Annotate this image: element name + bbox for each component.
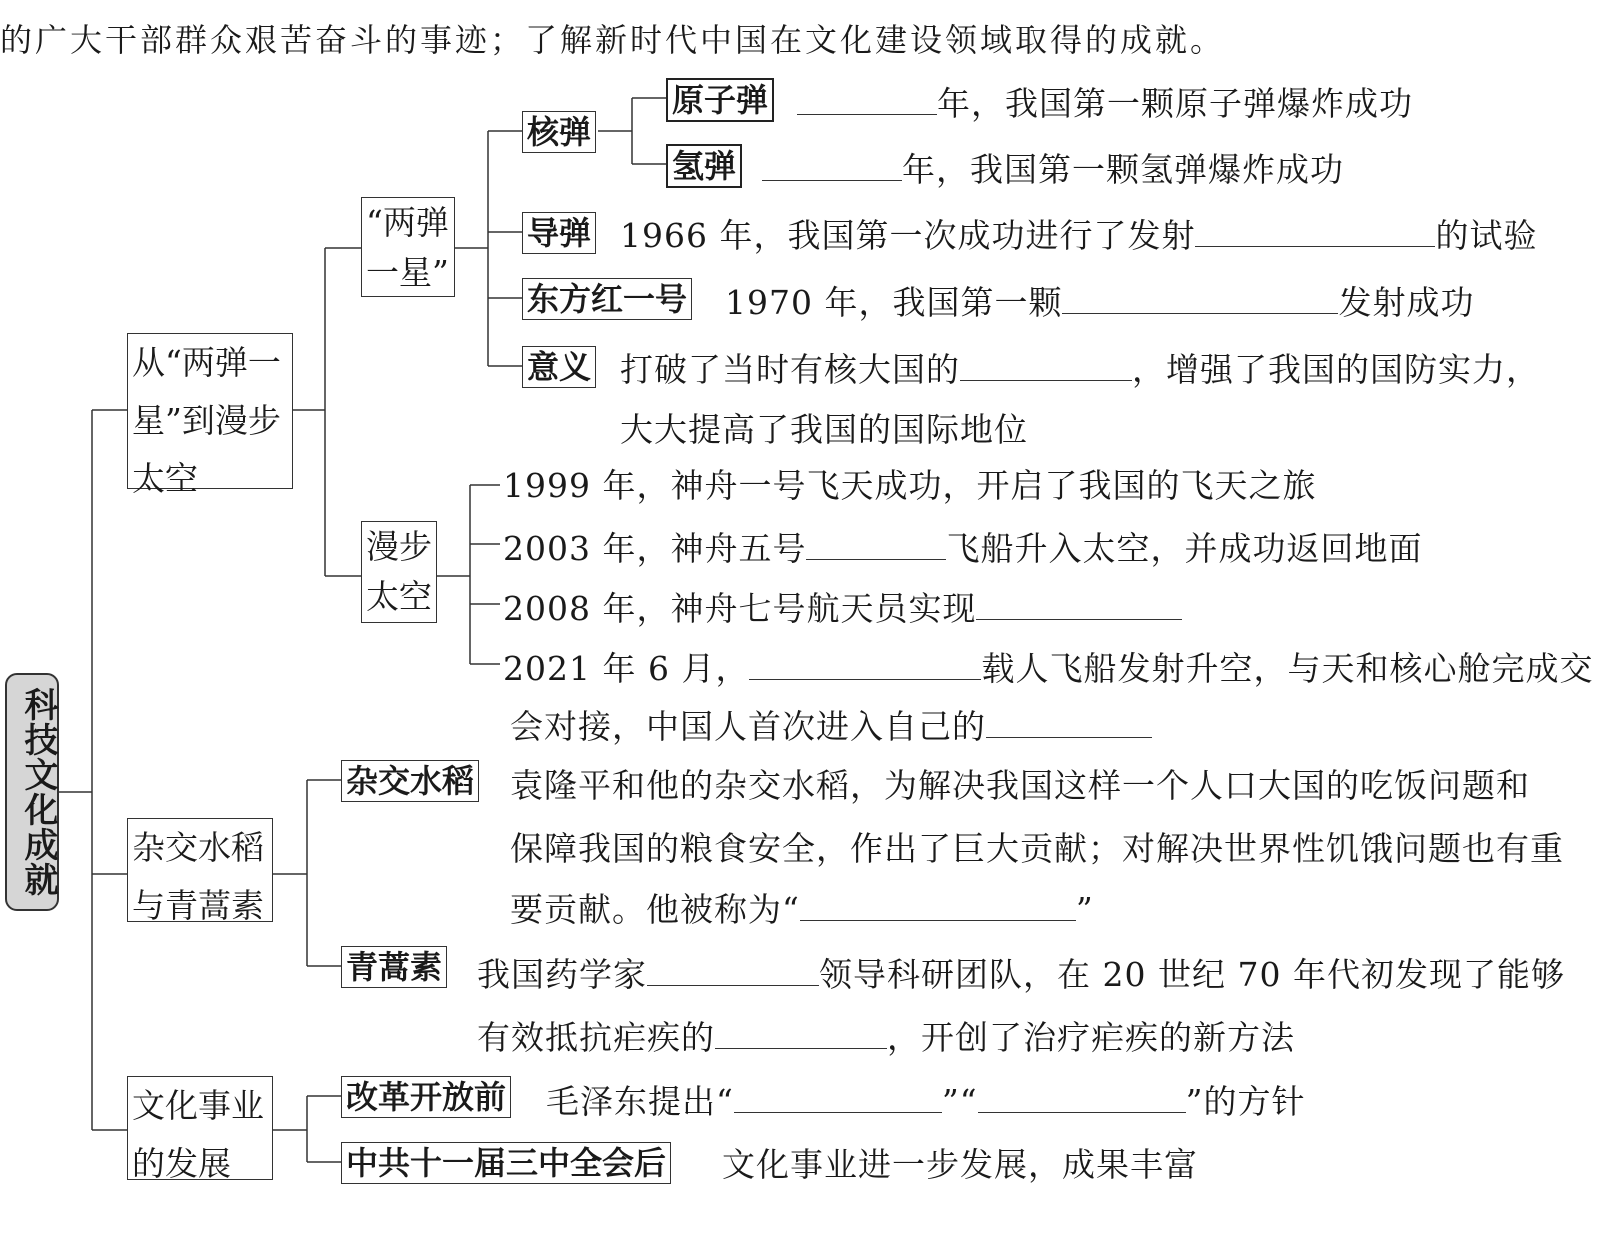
row-yiyi: 打破了当时有核大国的 ，增强了我国的国防实力， <box>620 350 1540 389</box>
row-2003: 2003 年，神舟五号 飞船升入太空，并成功返回地面 <box>503 529 1423 568</box>
node-gaige-kaifang-qian: 改革开放前 <box>341 1076 511 1118</box>
blank-line <box>806 529 946 560</box>
node-zajiao-shuidao: 杂交水稻 <box>341 760 479 802</box>
node-yuanzidan: 原子弹 <box>666 78 774 122</box>
blank-line <box>647 955 819 986</box>
blank-line <box>749 649 981 680</box>
node-daodan: 导弹 <box>522 212 596 254</box>
blank-line <box>734 1082 942 1113</box>
blank-line <box>1195 216 1435 247</box>
node-yiyi: 意义 <box>522 346 596 388</box>
row-zhonggong: 文化事业进一步发展，成果丰富 <box>722 1145 1198 1184</box>
blank-line <box>960 350 1132 381</box>
branch-liangdan-manbu: 从“两弹一 星”到漫步 太空 <box>127 333 293 489</box>
blank-line <box>762 150 902 181</box>
blank-line <box>978 1082 1186 1113</box>
row-daodan: 1966 年，我国第一次成功进行了发射 的试验 <box>620 216 1538 255</box>
blank-line <box>797 84 937 115</box>
row-zajiao-1: 袁隆平和他的杂交水稻，为解决我国这样一个人口大国的吃饭问题和 <box>510 766 1530 805</box>
node-manbu-taikong: 漫步 太空 <box>361 521 437 623</box>
node-zhonggong-shiyijie: 中共十一届三中全会后 <box>341 1142 671 1184</box>
root-node: 科技文化成就 <box>5 673 59 911</box>
row-yuanzidan: 年，我国第一颗原子弹爆炸成功 <box>797 84 1413 120</box>
branch-wenhua: 文化事业 的发展 <box>127 1076 273 1180</box>
blank-line <box>800 890 1076 921</box>
blank-line <box>1062 283 1338 314</box>
row-1999: 1999 年，神舟一号飞天成功，开启了我国的飞天之旅 <box>503 466 1317 505</box>
branch-zajiao-qinghao: 杂交水稻 与青蒿素 <box>127 818 273 922</box>
node-hedan: 核弹 <box>522 111 596 153</box>
node-qingdan: 氢弹 <box>666 144 742 188</box>
row-qinghao-1: 我国药学家 领导科研团队，在 20 世纪 70 年代初发现了能够 <box>477 955 1565 994</box>
row-yiyi-cont: 大大提高了我国的国际地位 <box>620 410 1028 449</box>
node-qinghaosu: 青蒿素 <box>341 946 447 988</box>
row-zajiao-2: 保障我国的粮食安全，作出了巨大贡献；对解决世界性饥饿问题也有重 <box>510 829 1564 868</box>
intro-text: 的广大干部群众艰苦奋斗的事迹；了解新时代中国在文化建设领域取得的成就。 <box>0 21 1226 59</box>
blank-line <box>986 707 1152 738</box>
row-gaige: 毛泽东提出“ ”“ ”的方针 <box>546 1082 1306 1121</box>
row-qingdan: 年，我国第一颗氢弹爆炸成功 <box>762 150 1344 186</box>
row-2021-cont: 会对接，中国人首次进入自己的 <box>510 707 1152 743</box>
row-dongfanghong: 1970 年，我国第一颗 发射成功 <box>725 283 1475 322</box>
node-dongfanghong: 东方红一号 <box>522 278 692 320</box>
row-zajiao-3: 要贡献。他被称为“ ” <box>510 890 1094 929</box>
row-qinghao-2: 有效抵抗疟疾的 ，开创了治疗疟疾的新方法 <box>477 1018 1295 1057</box>
blank-line <box>715 1018 887 1049</box>
node-liangdan-yixing: “两弹 一星” <box>361 197 455 297</box>
row-2008: 2008 年，神舟七号航天员实现 <box>503 589 1182 625</box>
blank-line <box>976 589 1182 620</box>
row-2021: 2021 年 6 月， 载人飞船发射升空，与天和核心舱完成交 <box>503 649 1594 688</box>
